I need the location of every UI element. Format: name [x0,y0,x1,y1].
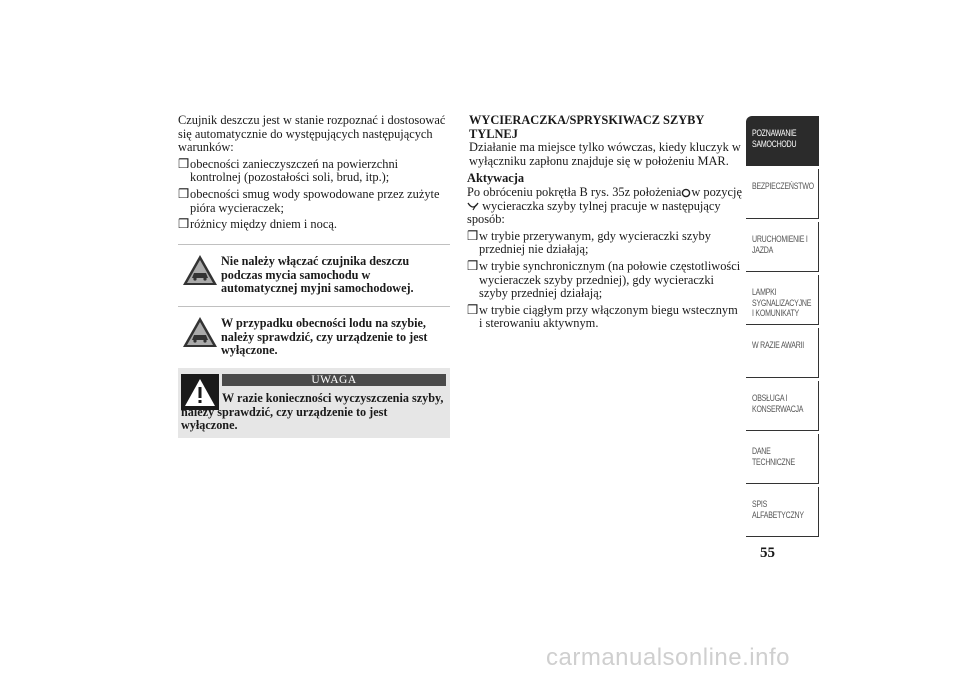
list-item: ❒ obecności zanieczyszczeń na powierzchni kontrolnej (pozostałości soli, brud, itp.); [178,156,399,185]
bullet-mark: ❒ [178,186,190,201]
list-item: ❒ różnicy między dniem i nocą. [178,217,337,232]
car-warning-icon [181,315,219,349]
watermark: carmanualsonline.info [546,644,790,671]
tab-bezpieczenstwo[interactable]: BEZPIECZEŃSTWO [746,169,819,219]
section-intro: Działanie ma miejsce tylko wówczas, kiedy kluczyk w wyłączniku zapłonu znajduje się w położeniu MAR. [469,140,741,168]
bullet-mark: ❒ [467,228,479,243]
notice-text: Nie należy włączać czujnika deszczu podczas mycia samochodu w automatycznej myjni samochodowej. [221,254,414,296]
bullet-mark: ❒ [467,302,479,317]
list-item: ❒ w trybie synchronicznym (na połowie częstotliwości wycieraczek szyby przedniej), gdy wycieraczki szyby przedniej działają; [467,258,741,301]
car-warning-icon [181,253,219,287]
notice-text: W przypadku obecności lodu na szybie, należy sprawdzić, czy urządzenie to jest wyłączone. [221,316,428,358]
tab-lampki-sygnalizacyjne[interactable]: LAMPKI SYGNALIZACYJNE I KOMUNIKATY [746,275,819,325]
bullet-mark: ❒ [178,217,190,232]
bullet-mark: ❒ [178,156,190,171]
list-item: ❒ w trybie ciągłym przy włączonym biegu wstecznym i sterowaniu aktywnym. [467,302,738,331]
activation-text: Po obróceniu pokrętła B rys. 35z położenia w pozycję wycieraczka szyby tylnej pracuje w następujący sposób: [467,184,742,227]
rear-wiper-icon [467,202,479,212]
tab-w-razie-awarii[interactable]: W RAZIE AWARII [746,328,819,378]
page-number: 55 [760,545,775,561]
right-column [467,114,743,331]
warning-box [178,368,450,438]
off-position-icon [681,188,691,198]
bullet-mark: ❒ [467,258,479,273]
list-item: ❒ obecności smug wody spowodowane przez zużyte pióra wycieraczek; [178,186,440,215]
list-item: ❒ w trybie przerywanym, gdy wycieraczki szyby przedniej nie działają; [467,228,711,257]
notice-car-wash [178,244,450,305]
tab-uruchomienie-i-jazda[interactable]: URUCHOMIENIE I JAZDA [746,222,819,272]
tab-spis-alfabetyczny[interactable]: SPIS ALFABETYCZNY [746,487,819,537]
section-heading: WYCIERACZKA/SPRYSKIWACZ SZYBY TYLNEJ [469,113,704,141]
notice-ice [178,306,450,367]
tab-obsluga-i-konserwacja[interactable]: OBSŁUGA I KONSERWACJA [746,381,819,431]
rain-sensor-intro: Czujnik deszczu jest w stanie rozpoznać i dostosować się automatycznie do występujących następujących warunków: [178,113,446,155]
warning-title: UWAGA [222,374,446,386]
chapter-tabs [746,116,819,540]
left-column [178,114,450,232]
warning-text: W razie konieczności wyczyszczenia szyby, należy sprawdzić, czy urządzenie to jest wyłączone. [181,391,444,433]
tab-poznawanie-samochodu[interactable]: POZNAWANIE SAMOCHODU [746,116,819,166]
subheading-activation: Aktywacja [467,171,525,186]
tab-dane-techniczne[interactable]: DANE TECHNICZNE [746,434,819,484]
